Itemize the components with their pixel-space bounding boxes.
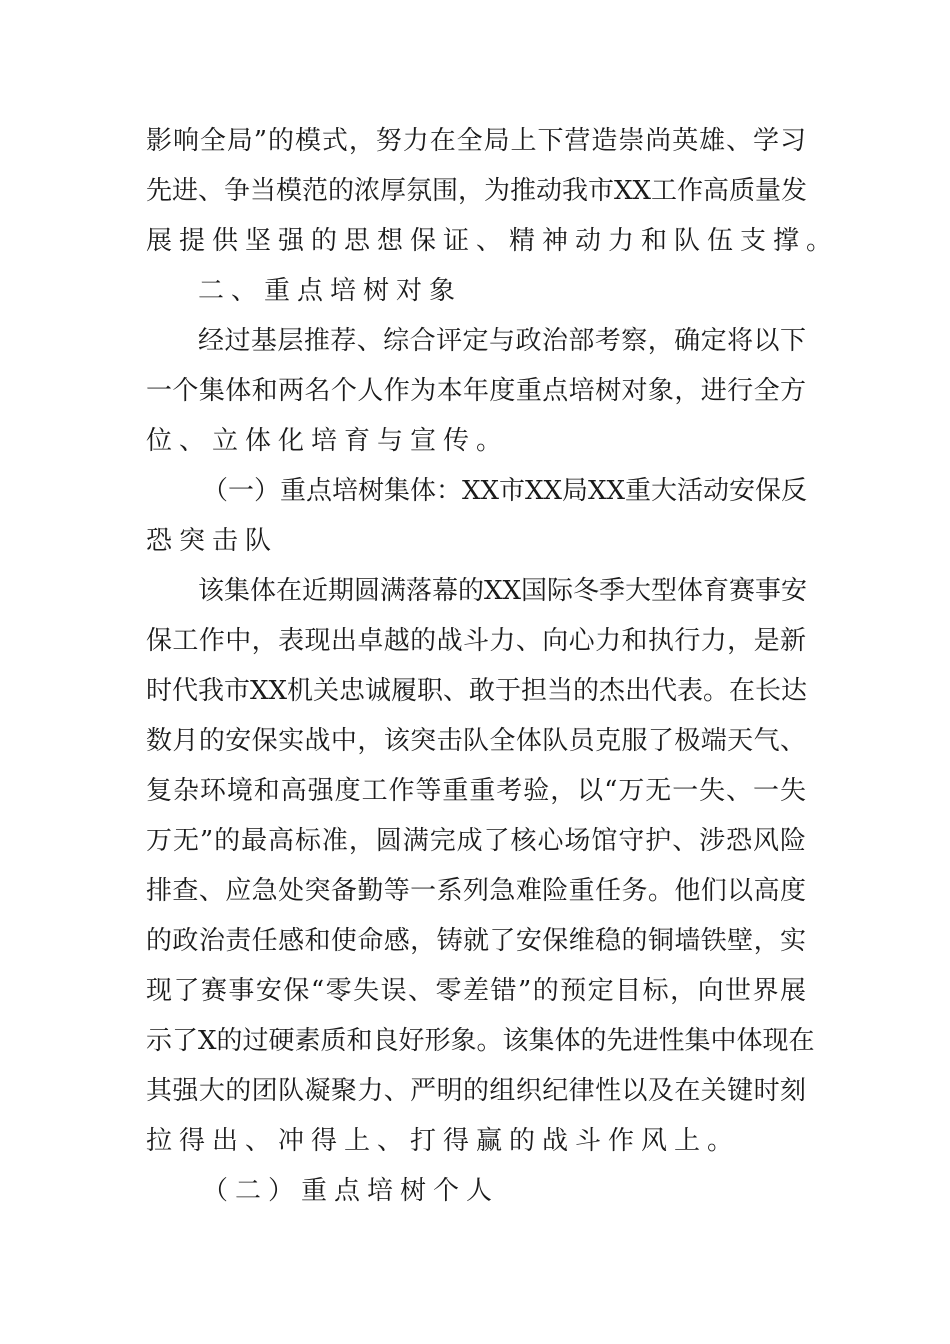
paragraph <box>146 116 840 266</box>
section-heading <box>146 266 806 316</box>
text-line: 示了X的过硬素质和良好形象。该集体的先进性集中体现在 <box>146 1026 815 1056</box>
text-line: （一）重点培树集体：XX市XX局XX重大活动安保反 <box>202 476 808 506</box>
text-line: 展提供坚强的思想保证、精神动力和队伍支撑。 <box>146 226 840 256</box>
text-line: 该集体在近期圆满落幕的XX国际冬季大型体育赛事安 <box>198 576 808 606</box>
text-line: 恐突击队 <box>146 526 279 556</box>
section-heading <box>146 1166 806 1216</box>
paragraph <box>146 566 815 1166</box>
text-line: 一个集体和两名个人作为本年度重点培树对象，进行全方 <box>146 376 806 406</box>
text-line: 的政治责任感和使命感，铸就了安保维稳的铜墙铁壁，实 <box>146 926 806 956</box>
text-line: 万无”的最高标准，圆满完成了核心场馆守护、涉恐风险 <box>146 826 806 856</box>
text-line: 排查、应急处突备勤等一系列急难险重任务。他们以高度 <box>146 876 806 906</box>
text-line: 位、立体化培育与宣传。 <box>146 426 510 456</box>
text-line: 二、重点培树对象 <box>198 276 463 306</box>
text-line: 复杂环境和高强度工作等重重考验，以“万无一失、一失 <box>146 776 806 806</box>
text-line: 经过基层推荐、综合评定与政治部考察，确定将以下 <box>198 326 806 356</box>
section-heading <box>146 466 806 566</box>
text-line: （二）重点培树个人 <box>202 1176 500 1206</box>
text-line: 其强大的团队凝聚力、严明的组织纪律性以及在关键时刻 <box>146 1076 806 1106</box>
paragraph <box>146 316 806 466</box>
text-line: 影响全局”的模式，努力在全局上下营造崇尚英雄、学习 <box>146 126 806 156</box>
text-line: 现了赛事安保“零失误、零差错”的预定目标，向世界展 <box>146 976 806 1006</box>
document-page <box>146 116 840 1216</box>
text-line: 数月的安保实战中，该突击队全体队员克服了极端天气、 <box>146 726 806 756</box>
text-line: 拉得出、冲得上、打得赢的战斗作风上。 <box>146 1126 741 1156</box>
text-line: 先进、争当模范的浓厚氛围，为推动我市XX工作高质量发 <box>146 176 808 206</box>
text-line: 保工作中，表现出卓越的战斗力、向心力和执行力，是新 <box>146 626 806 656</box>
text-line: 时代我市XX机关忠诚履职、敢于担当的杰出代表。在长达 <box>146 676 808 706</box>
